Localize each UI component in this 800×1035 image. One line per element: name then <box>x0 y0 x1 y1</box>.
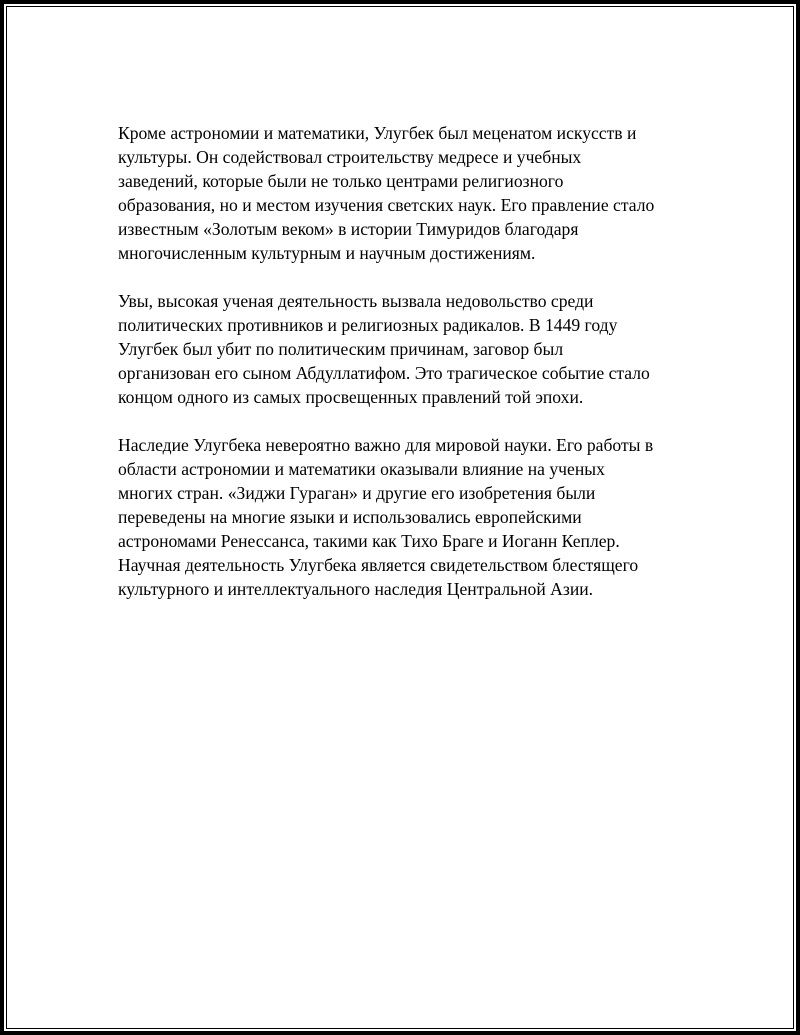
text-line: многих стран. «Зиджи Гураган» и другие его изобретения были <box>118 483 596 503</box>
text-line: культуры. Он содействовал строительству медресе и учебных <box>118 147 582 167</box>
text-line: Улугбек был убит по политическим причинам, заговор был <box>118 339 564 359</box>
text-line: культурного и интеллектуального наследия Центральной Азии. <box>118 579 594 599</box>
text-line: известным «Золотым веком» в истории Тимуридов благодаря <box>118 219 579 239</box>
text-line: Научная деятельность Улугбека является свидетельством блестящего <box>118 555 639 575</box>
text-line: заведений, которые были не только центрами религиозного <box>118 171 564 191</box>
text-line: переведены на многие языки и использовались европейскими <box>118 507 582 527</box>
text-line: Наследие Улугбека невероятно важно для мировой науки. Его работы в <box>118 435 654 455</box>
paragraph-1 <box>118 121 708 265</box>
text-line: Увы, высокая ученая деятельность вызвала недовольство среди <box>118 291 594 311</box>
text-line: области астрономии и математики оказывали влияние на ученых <box>118 459 605 479</box>
text-line: концом одного из самых просвещенных правлений той эпохи. <box>118 387 584 407</box>
document-body <box>118 121 708 625</box>
text-line: многочисленным культурным и научным достижениям. <box>118 243 536 263</box>
paragraph-3 <box>118 433 708 601</box>
text-line: астрономами Ренессанса, такими как Тихо Браге и Иоганн Кеплер. <box>118 531 620 551</box>
text-line: политических противников и религиозных радикалов. В 1449 году <box>118 315 618 335</box>
paragraph-2 <box>118 289 708 409</box>
text-line: Кроме астрономии и математики, Улугбек был меценатом искусств и <box>118 123 637 143</box>
text-line: образования, но и местом изучения светских наук. Его правление стало <box>118 195 655 215</box>
text-line: организован его сыном Абдуллатифом. Это трагическое событие стало <box>118 363 650 383</box>
